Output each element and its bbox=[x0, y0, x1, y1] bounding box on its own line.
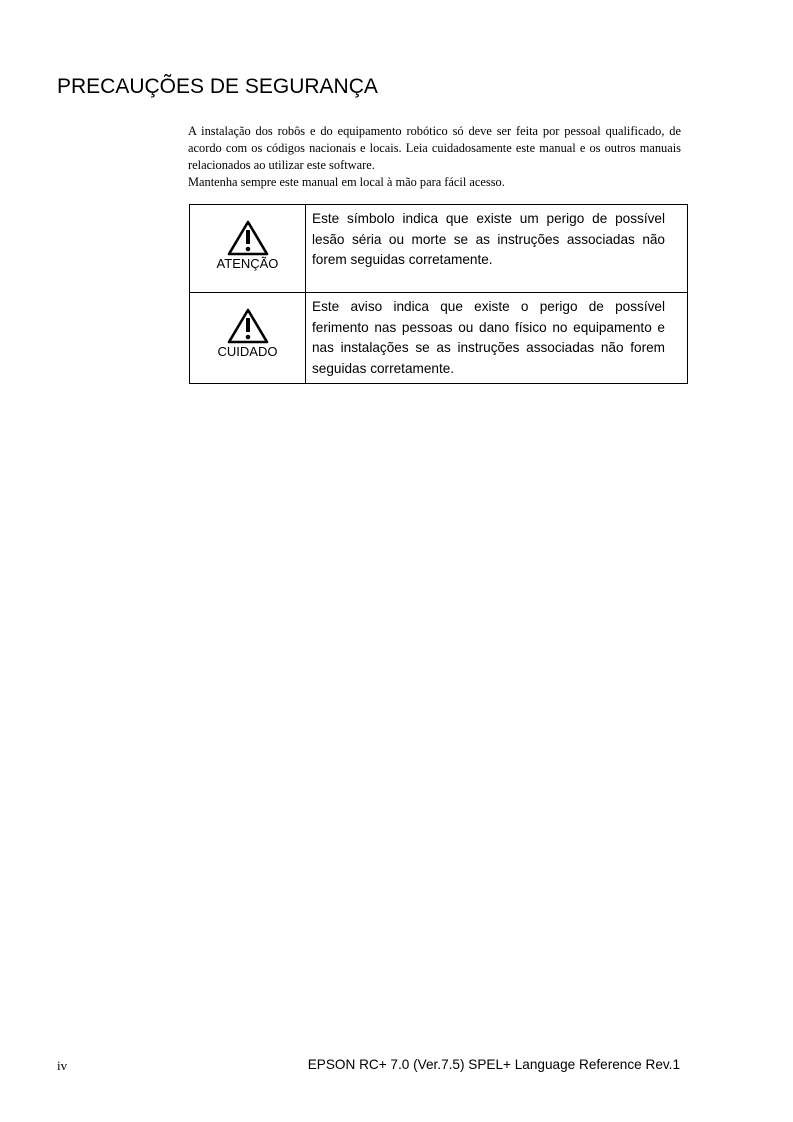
notice-text-warning: Este símbolo indica que existe um perigo de possível lesão séria ou morte se as instruções associadas não forem seguidas corretamente. bbox=[306, 205, 688, 293]
notice-row-caution bbox=[190, 293, 688, 384]
notice-symbol-cell bbox=[190, 205, 306, 293]
warning-triangle-icon bbox=[226, 219, 270, 257]
warning-triangle-icon bbox=[226, 307, 270, 345]
intro-text bbox=[188, 123, 681, 191]
notice-label-caution: CUIDADO bbox=[217, 344, 278, 359]
page-number: iv bbox=[57, 1058, 68, 1073]
footer-reference: EPSON RC+ 7.0 (Ver.7.5) SPEL+ Language Reference Rev.1 bbox=[307, 1057, 680, 1072]
notice-symbol-cell bbox=[190, 293, 306, 384]
notice-row-warning bbox=[190, 205, 688, 293]
safety-notice-table bbox=[189, 204, 688, 384]
intro-paragraph-2: Mantenha sempre este manual em local à mão para fácil acesso. bbox=[188, 175, 505, 189]
notice-label-warning: ATENÇÃO bbox=[216, 256, 279, 271]
page-title: PRECAUÇÕES DE SEGURANÇA bbox=[57, 75, 378, 98]
intro-paragraph-1: A instalação dos robôs e do equipamento robótico só deve ser feita por pessoal qualificado, de acordo com os códigos nacionais e locais. Leia cuidadosamente este manual e os outros manuais relacionados ao utilizar este software. bbox=[188, 124, 681, 172]
notice-text-caution: Este aviso indica que existe o perigo de possível ferimento nas pessoas ou dano físico no equipamento e nas instalações se as instruções associadas não forem seguidas corretamente. bbox=[306, 293, 688, 384]
